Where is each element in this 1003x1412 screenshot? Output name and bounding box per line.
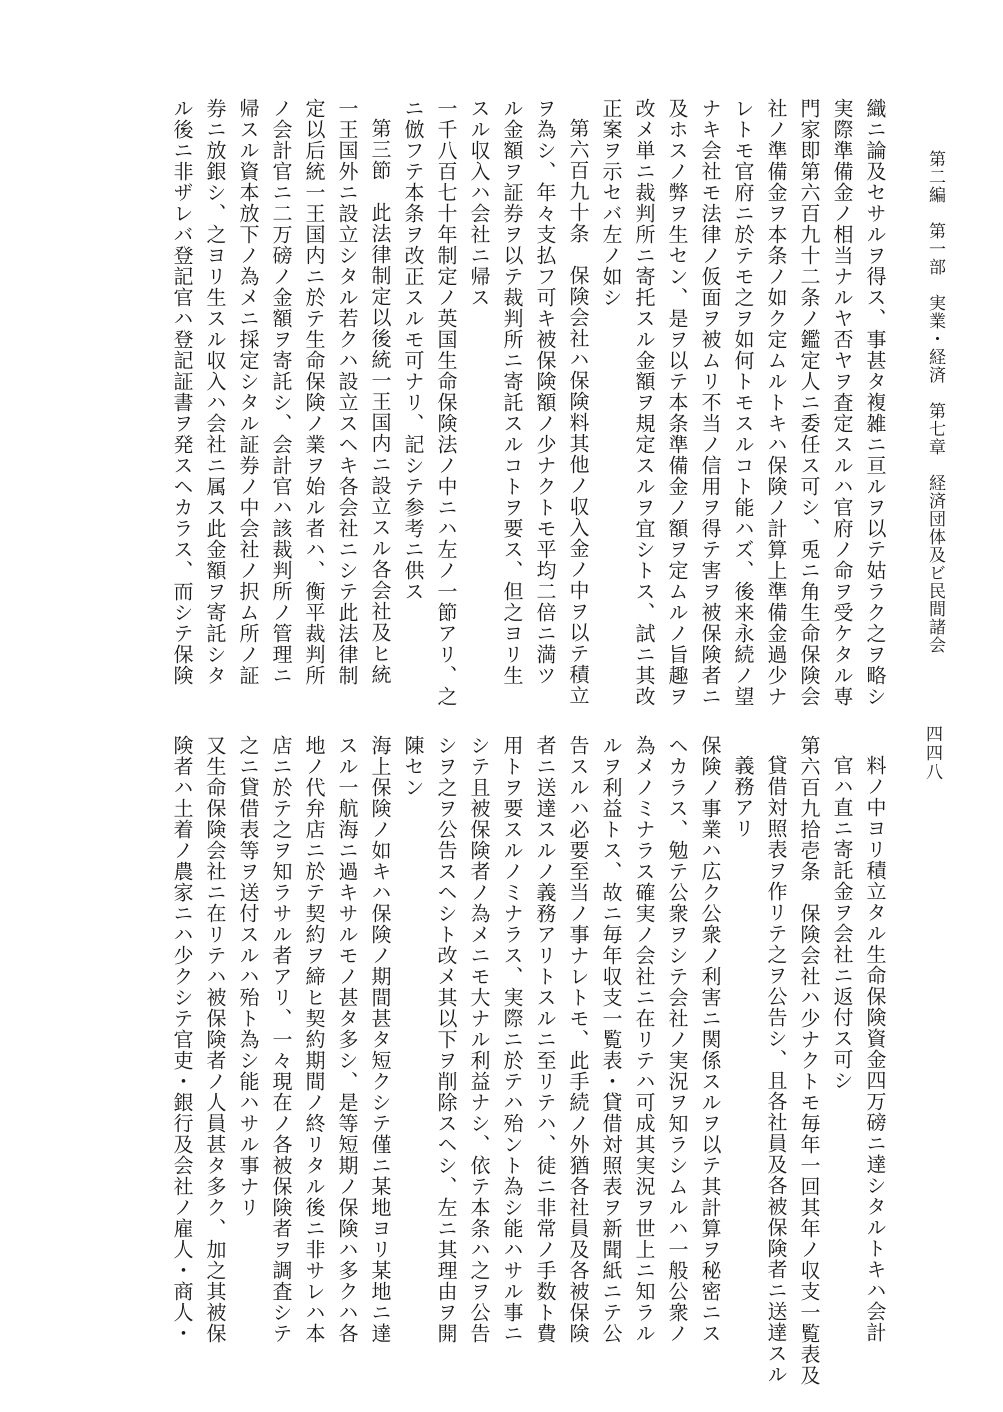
page-number: 四四八	[922, 725, 942, 782]
text-line: 義務アリ	[731, 755, 755, 839]
text-line: 券ニ放銀シ、之ヨリ生スル収入ハ会社ニ属ス此金額ヲ寄託シタ	[203, 98, 227, 686]
text-line: ノ会計官ニ二万磅ノ金額ヲ寄託シ、会計官ハ該裁判所ノ管理ニ	[269, 98, 293, 686]
text-line: 門家即第六百九十二条ノ鑑定人ニ委任ス可シ、兎ニ角生命保険会	[797, 98, 821, 707]
text-line: 又生命保険会社ニ在リテハ被保険者ノ人員甚タ多ク、加之其被保	[203, 735, 227, 1344]
text-line: 帰スル資本放下ノ為メニ採定シタル証券ノ中会社ノ択ム所ノ証	[236, 98, 260, 686]
text-line: 正案ヲ示セバ左ノ如シ	[599, 98, 623, 308]
text-line: スル一航海ニ過キサルモノ甚タ多シ、是等短期ノ保険ハ多クハ各	[335, 735, 359, 1344]
section-heading-line: 第三節 此法律制定以後統一王国内ニ設立スル各会社及ヒ統	[368, 118, 392, 685]
text-line: 保険ノ事業ハ広ク公衆ノ利害ニ関係スルヲ以テ其計算ヲ秘密ニス	[698, 735, 722, 1344]
text-line: 定以后統一王国内ニ於テ生命保険ノ業ヲ始ル者ハ、衡平裁判所	[302, 98, 326, 686]
running-head: 第二編 第一部 実業・経済 第七章 経済団体及ビ民間諸会	[925, 150, 945, 654]
text-line: 織ニ論及セサルヲ得ス、事甚タ複雑ニ亘ルヲ以テ姑ラク之ヲ略シ	[863, 98, 887, 707]
lower-text-block	[91, 735, 891, 1386]
text-line: 海上保険ノ如キハ保険ノ期間甚タ短クシテ僅ニ某地ヨリ某地ニ達	[368, 735, 392, 1344]
text-line: ヲ為シ、年々支払フ可キ被保険額ノ少ナクトモ平均二倍ニ満ツ	[533, 98, 557, 686]
text-line: 及ホスノ弊ヲ生セン、是ヲ以テ本条準備金ノ額ヲ定ムルノ旨趣ヲ	[665, 98, 689, 707]
text-line: 官ハ直ニ寄託金ヲ会社ニ返付ス可シ	[830, 755, 854, 1091]
upper-text-block	[91, 98, 891, 707]
text-line: 実際準備金ノ相当ナルヤ否ヤヲ査定スルハ官府ノ命ヲ受ケタル専	[830, 98, 854, 707]
text-line: ルヲ利益トス、故ニ毎年収支一覧表・貸借対照表ヲ新聞紙ニテ公	[599, 735, 623, 1344]
text-line: 料ノ中ヨリ積立タル生命保険資金四万磅ニ達シタルトキハ会計	[863, 755, 887, 1343]
text-line: シヲ之ヲ公告スヘシト改メ其以下ヲ削除スヘシ、左ニ其理由ヲ開	[434, 735, 458, 1344]
text-line: ル後ニ非ザレバ登記官ハ登記証書ヲ発スヘカラス、而シテ保険	[170, 98, 194, 686]
article-heading-line: 第六百九拾壱条 保険会社ハ少ナクトモ毎年一回其年ノ収支一覧表及	[797, 735, 821, 1386]
text-line: スル収入ハ会社ニ帰ス	[467, 98, 491, 308]
text-line: 地ノ代弁店ニ於テ契約ヲ締ヒ契約期間ノ終リタル後ニ非サレハ本	[302, 735, 326, 1344]
text-line: レトモ官府ニ於テモ之ヲ如何トモスルコト能ハズ、後来永続ノ望	[731, 98, 755, 707]
text-line: 社ノ準備金ヲ本条ノ如ク定ムルトキハ保険ノ計算上準備金過少ナ	[764, 98, 788, 707]
text-line: 陳セン	[401, 735, 425, 798]
text-line: 店ニ於テ之ヲ知ラサル者アリ、一々現在ノ各被保険者ヲ調査シテ	[269, 735, 293, 1344]
text-line: シテ且被保険者ノ為メニモ大ナル利益ナシ、依テ本条ハ之ヲ公告	[467, 735, 491, 1344]
text-line: ナキ会社モ法律ノ仮面ヲ被ムリ不当ノ信用ヲ得テ害ヲ被保険者ニ	[698, 98, 722, 707]
text-line: 改メ単ニ裁判所ニ寄托スル金額ヲ規定スルヲ宜シトス、試ニ其改	[632, 98, 656, 707]
text-line: 一王国外ニ設立シタル若クハ設立スヘキ各会社ニシテ此法律制	[335, 98, 359, 686]
text-line: ヘカラス、勉テ公衆ヲシテ会社ノ実況ヲ知ラシムルハ一般公衆ノ	[665, 735, 689, 1344]
text-line: 之ニ貸借表等ヲ送付スルハ殆ト為シ能ハサル事ナリ	[236, 735, 260, 1218]
text-line: ニ倣フテ本条ヲ改正スルモ可ナリ、記シテ参考ニ供ス	[401, 98, 425, 602]
text-line: 一千八百七十年制定ノ英国生命保険法ノ中ニハ左ノ一節アリ、之	[434, 98, 458, 707]
article-heading-line: 第六百九十条 保険会社ハ保険料其他ノ収入金ノ中ヲ以テ積立	[566, 118, 590, 706]
text-line: 告スルハ必要至当ノ事ナレトモ、此手続ノ外猶各社員及各被保険	[566, 735, 590, 1344]
text-line: 険者ハ土着ノ農家ニハ少クシテ官吏・銀行及会社ノ雇人・商人・	[170, 735, 194, 1344]
text-line: 者ニ送達スルノ義務アリトスルニ至リテハ、徒ニ非常ノ手数ト費	[533, 735, 557, 1344]
text-line: 貸借対照表ヲ作リテ之ヲ公告シ、且各社員及各被保険者ニ送達スル	[764, 755, 788, 1385]
text-line: 為メノミナラス確実ノ会社ニ在リテハ可成其実況ヲ世上ニ知ラル	[632, 735, 656, 1344]
text-line: ル金額ヲ証券ヲ以テ裁判所ニ寄託スルコトヲ要ス、但之ヨリ生	[500, 98, 524, 686]
text-line: 用トヲ要スルノミナラス、実際ニ於テハ殆ント為シ能ハサル事ニ	[500, 735, 524, 1344]
